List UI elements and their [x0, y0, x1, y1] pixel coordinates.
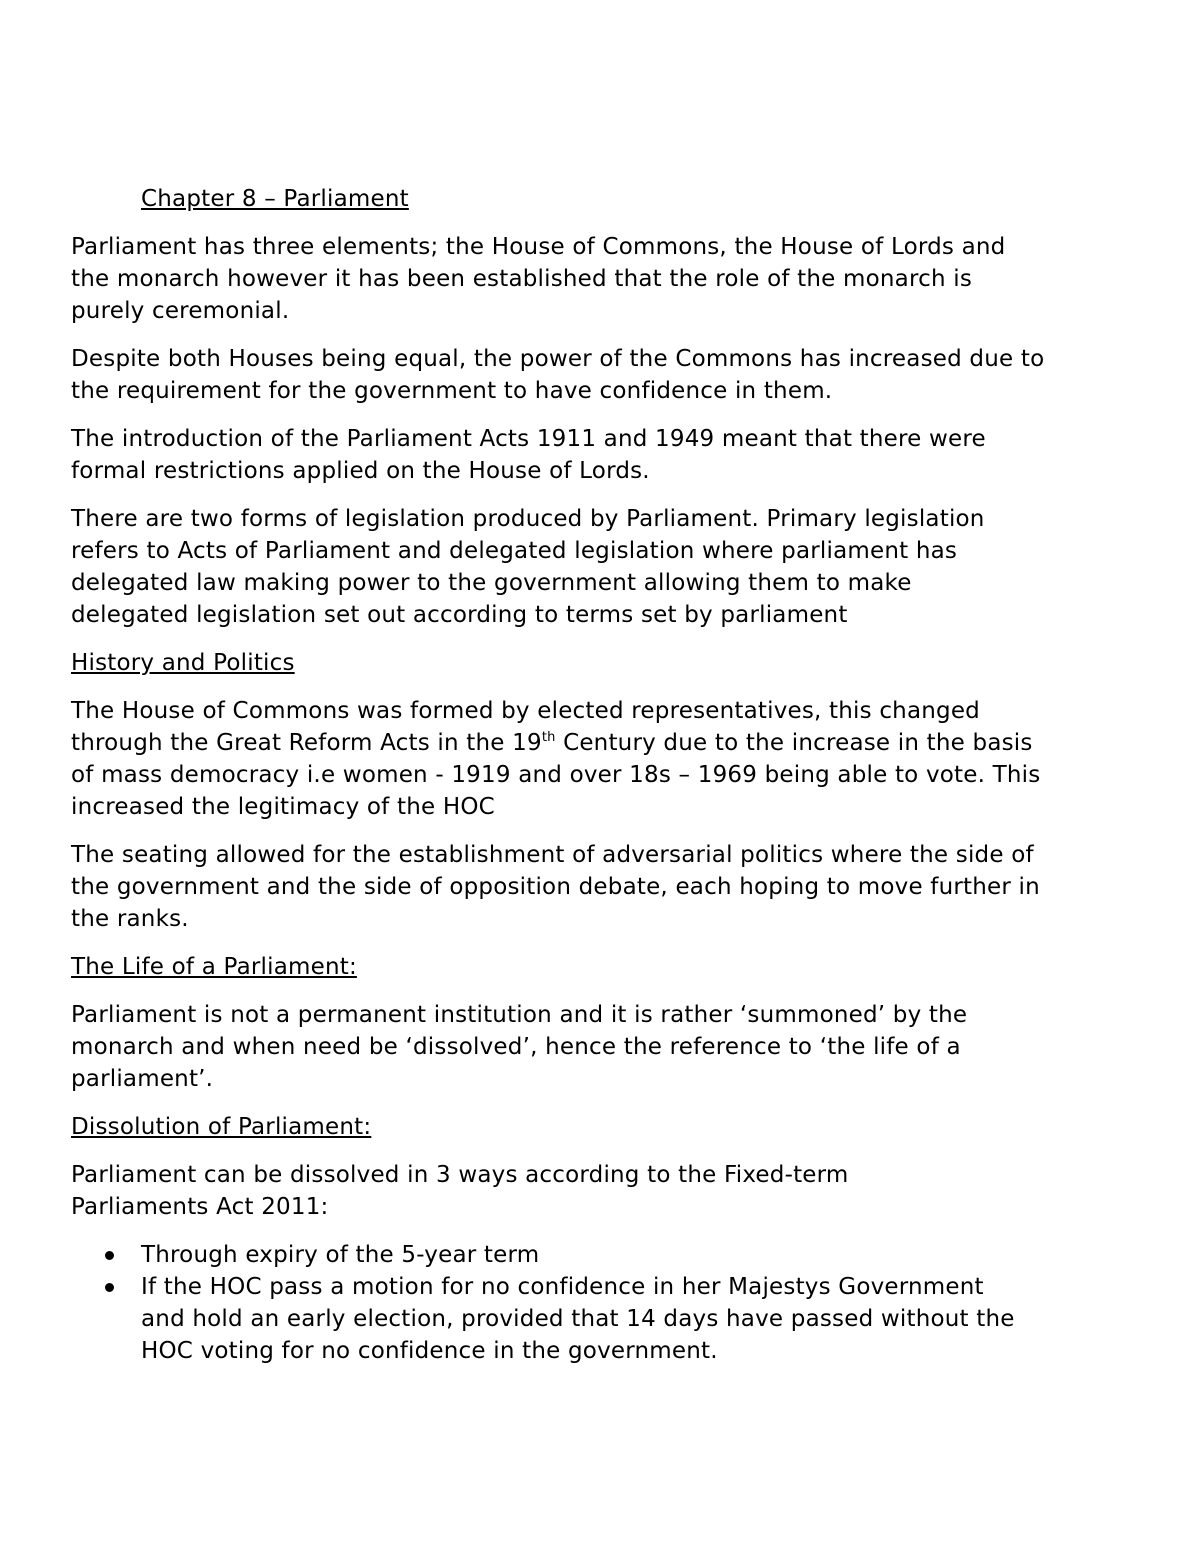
intro-paragraph-1: Parliament has three elements; the House of Commons, the House of Lords and the monarch however it has been established that the role of the monarch is purely ceremonial. [71, 234, 1006, 324]
life-paragraph-1: Parliament is not a permanent institution and it is rather ‘summoned’ by the monarch and when need be ‘dissolved’, hence the reference to ‘the life of a parliament’. [71, 1002, 968, 1092]
document-body [71, 183, 1071, 1367]
history-paragraph-1 [71, 695, 1046, 823]
dissolution-paragraph-1: Parliament can be dissolved in 3 ways according to the Fixed-term Parliaments Act 2011: [71, 1162, 849, 1220]
section-heading-life: The Life of a Parliament: [71, 954, 357, 980]
history-paragraph-1-text-a: The House of Commons was formed by elected representatives, this changed through the Great Reform Acts in the 19 [71, 698, 980, 756]
list-item: If the HOC pass a motion for no confidence in her Majestys Government and hold an early election, provided that 14 days have passed without the HOC voting for no confidence in the government. [141, 1271, 1031, 1367]
intro-paragraph-4: There are two forms of legislation produced by Parliament. Primary legislation refers to Acts of Parliament and delegated legislation where parliament has delegated law making power to the government allowing them to make delegated legislation set out according to terms set by parliament [71, 506, 985, 628]
section-heading-dissolution: Dissolution of Parliament: [71, 1114, 372, 1140]
dissolution-bullet-list [71, 1239, 1071, 1367]
chapter-title: Chapter 8 – Parliament [141, 186, 409, 212]
superscript-th: th [541, 730, 556, 745]
history-paragraph-2: The seating allowed for the establishment of adversarial politics where the side of the government and the side of opposition debate, each hoping to move further in the ranks. [71, 842, 1040, 932]
intro-paragraph-3: The introduction of the Parliament Acts 1911 and 1949 meant that there were formal restrictions applied on the House of Lords. [71, 426, 986, 484]
history-paragraph-1-text-b: Century due to the increase in the basis of mass democracy i.e women - 1919 and over 18s – 1969 being able to vote. This increased the legitimacy of the HOC [71, 730, 1041, 820]
section-heading-history: History and Politics [71, 650, 295, 676]
list-item: Through expiry of the 5-year term [141, 1239, 1031, 1271]
intro-paragraph-2: Despite both Houses being equal, the power of the Commons has increased due to the requirement for the government to have confidence in them. [71, 346, 1045, 404]
